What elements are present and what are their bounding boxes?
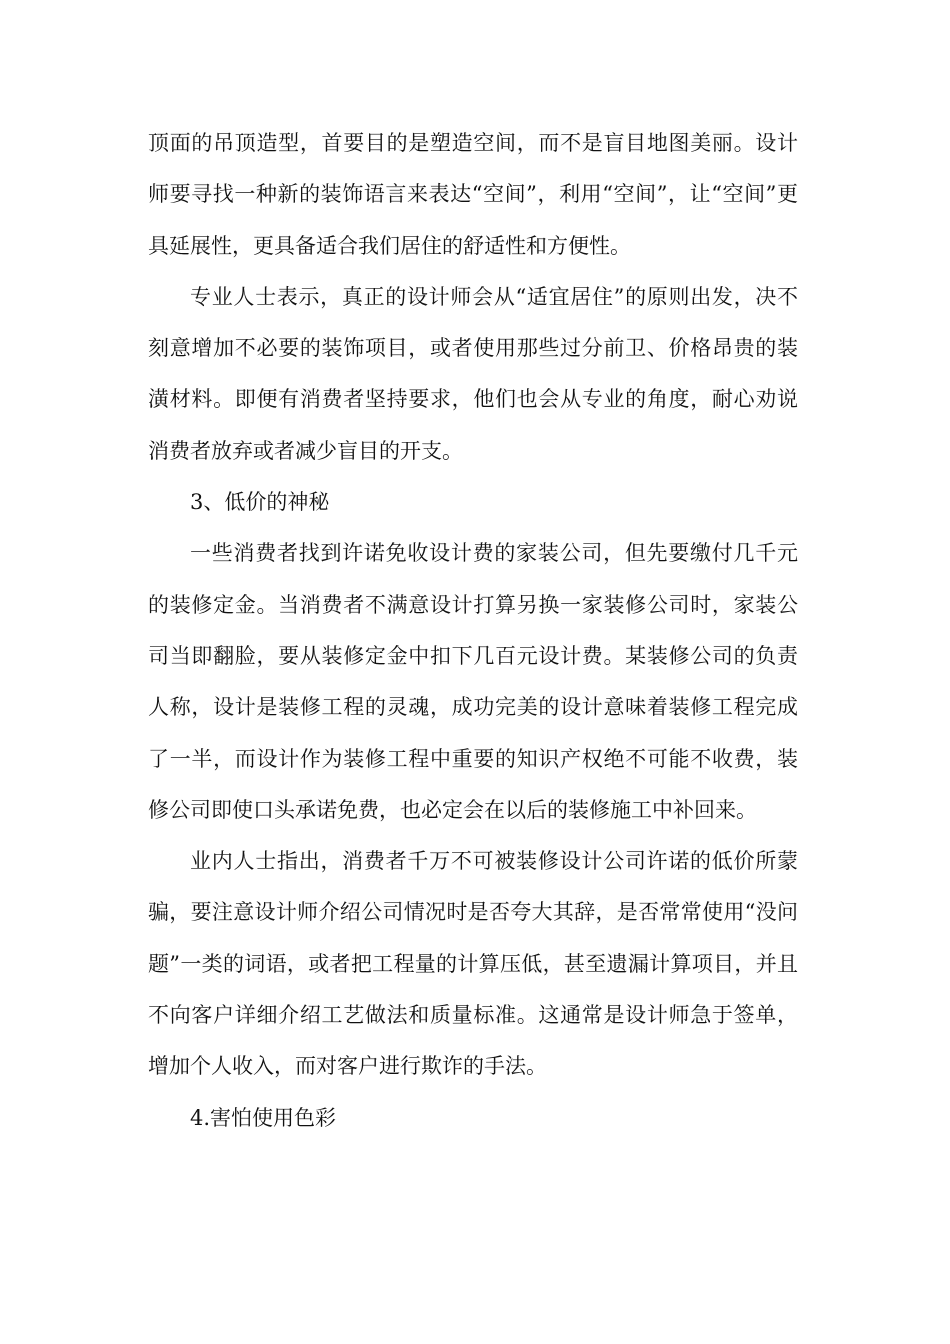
document-body <box>148 118 798 1144</box>
paragraph-ceiling-design: 顶面的吊顶造型，首要目的是塑造空间，而不是盲目地图美丽。设计师要寻找一种新的装饰语言来表达“空间”，利用“空间”，让“空间”更具延展性，更具备适合我们居住的舒适性和方便性。 <box>148 131 798 258</box>
paragraph-design-fee: 一些消费者找到许诺免收设计费的家装公司，但先要缴付几千元的装修定金。当消费者不满意设计打算另换一家装修公司时，家装公司当即翻脸，要从装修定金中扣下几百元设计费。某装修公司的负责人称，设计是装修工程的灵魂，成功完美的设计意味着装修工程完成了一半，而设计作为装修工程中重要的知识产权绝不可能不收费，装修公司即使口头承诺免费，也必定会在以后的装修施工中补回来。 <box>148 541 798 822</box>
section-heading-color-fear: 4.害怕使用色彩 <box>190 1105 337 1130</box>
paragraph-industry-warning: 业内人士指出，消费者千万不可被装修设计公司许诺的低价所蒙骗，要注意设计师介绍公司情况时是否夸大其辞，是否常常使用“没问题”一类的词语，或者把工程量的计算压低，甚至遗漏计算项目，并且不向客户详细介绍工艺做法和质量标准。这通常是设计师急于签单，增加个人收入，而对客户进行欺诈的手法。 <box>148 849 798 1079</box>
section-heading-low-price: 3、低价的神秘 <box>190 490 330 515</box>
paragraph-professional-advice: 专业人士表示，真正的设计师会从“适宜居住”的原则出发，决不刻意增加不必要的装饰项目，或者使用那些过分前卫、价格昂贵的装潢材料。即便有消费者坚持要求，他们也会从专业的角度，耐心劝说消费者放弃或者减少盲目的开支。 <box>148 284 798 463</box>
